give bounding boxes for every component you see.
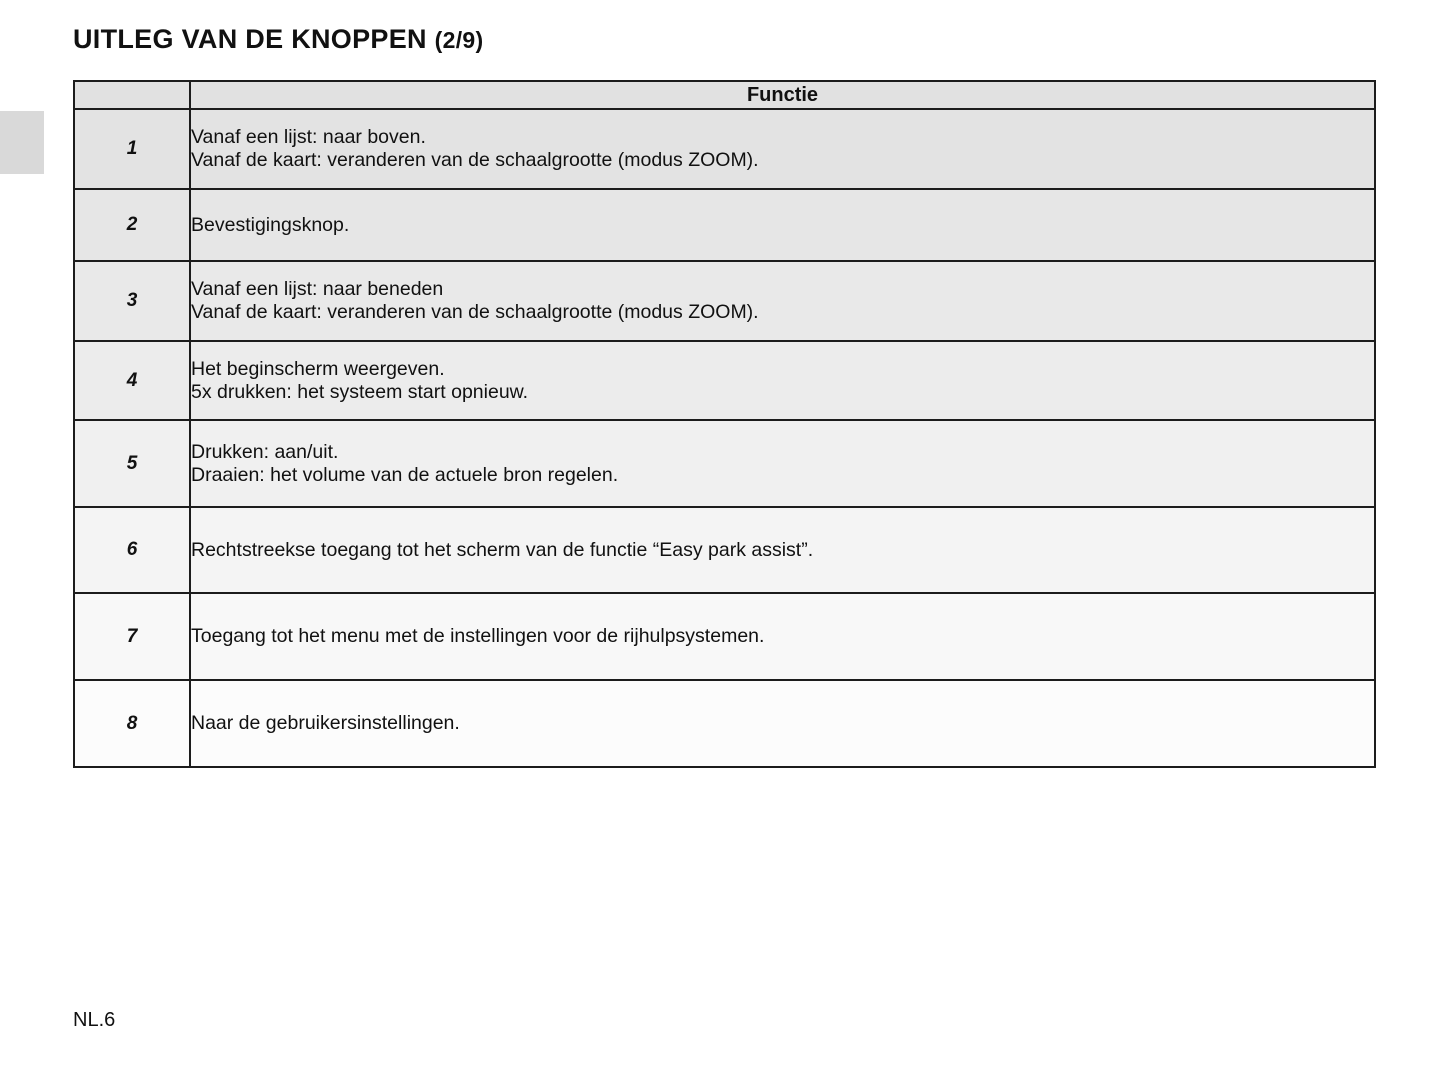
table-row [74,341,1375,420]
table-row [74,420,1375,507]
table-row [74,189,1375,261]
page-title [73,24,483,55]
description-line: Bevestigingsknop. [191,213,350,236]
page-counter: (2/9) [434,27,484,53]
row-number: 2 [74,189,190,261]
page-title-text: UITLEG VAN DE KNOPPEN [73,24,427,54]
description-line: Vanaf een lijst: naar beneden [191,278,444,300]
row-description [190,261,1375,341]
table-header-row [74,81,1375,109]
page-number: NL.6 [73,1009,116,1031]
header-number-cell [74,81,190,109]
row-description [190,507,1375,593]
row-description [190,680,1375,767]
row-number: 4 [74,341,190,420]
row-number: 3 [74,261,190,341]
description-line: Draaien: het volume van de actuele bron regelen. [191,463,619,486]
row-number: 5 [74,420,190,507]
description-line: Rechtstreekse toegang tot het scherm van de functie “Easy park assist”. [191,538,814,561]
description-line: Drukken: aan/uit. [191,440,339,463]
row-number: 7 [74,593,190,680]
row-description [190,189,1375,261]
row-description [190,593,1375,680]
description-line: Naar de gebruikersinstellingen. [191,712,460,734]
row-number: 6 [74,507,190,593]
table-row [74,507,1375,593]
header-function-cell: Functie [190,81,1375,109]
description-line: Vanaf de kaart: veranderen van de schaalgrootte (modus ZOOM). [191,301,759,323]
row-number: 8 [74,680,190,767]
description-line: Vanaf de kaart: veranderen van de schaalgrootte (modus ZOOM). [191,149,759,171]
row-description [190,420,1375,507]
table-row [74,680,1375,767]
row-description [190,109,1375,189]
row-number: 1 [74,109,190,189]
table-row [74,593,1375,680]
button-function-table-wrapper [73,80,1374,768]
button-function-table [73,80,1376,768]
description-line: Het beginscherm weergeven. [191,357,445,380]
table-row [74,109,1375,189]
description-line: Vanaf een lijst: naar boven. [191,126,426,148]
row-description [190,341,1375,420]
table-row [74,261,1375,341]
description-line: Toegang tot het menu met de instellingen voor de rijhulpsystemen. [191,625,765,647]
description-line: 5x drukken: het systeem start opnieuw. [191,380,529,403]
side-tab-marker [0,111,44,174]
